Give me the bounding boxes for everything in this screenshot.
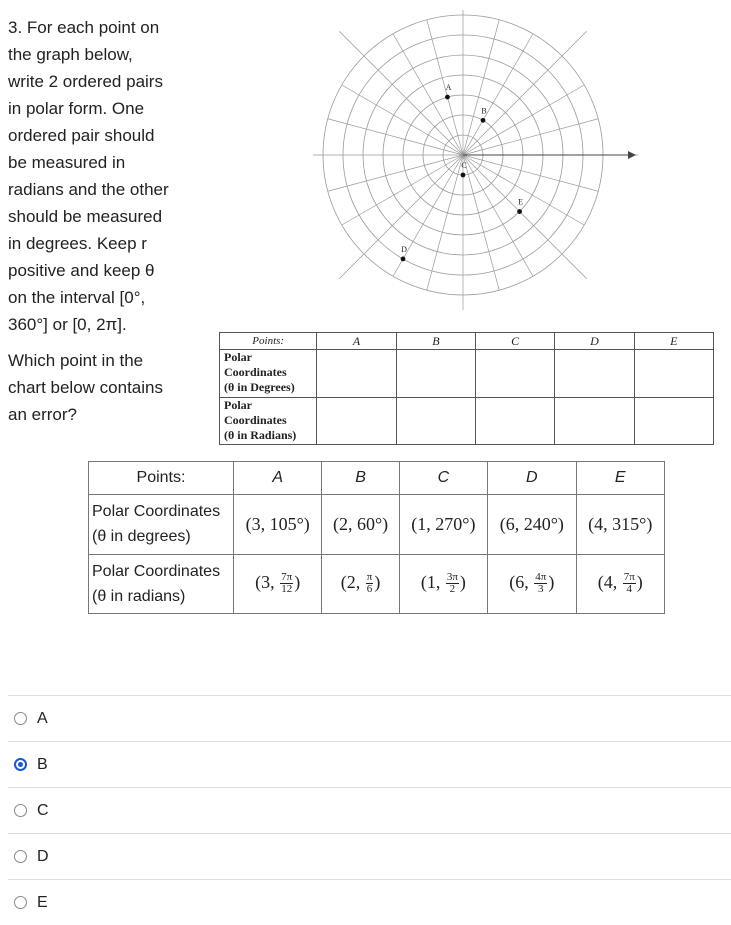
option-c[interactable] [8, 787, 731, 833]
radio-button[interactable] [14, 712, 27, 725]
fraction: $\frac{7\pi}{4}$ [623, 571, 635, 596]
point-b [481, 118, 486, 123]
degree-value-d: (6, 240°) [488, 495, 576, 555]
fraction: $\frac{\pi}{6}$ [366, 571, 373, 596]
option-a[interactable] [8, 695, 731, 741]
answer-header-d: D [488, 462, 576, 495]
radio-button[interactable] [14, 896, 27, 909]
option-label: A [37, 709, 48, 727]
polar-graph [313, 10, 643, 310]
blank-header-d: D [555, 333, 634, 350]
point-label-b: B [481, 106, 487, 116]
question-prompt: 3. For each point on the graph below, write 2 ordered pairs in polar form. One ordered pair should be measured in radians and the other should be measured in degrees. Keep r positive and keep θ on the interval [0°, 360°] or [0, 2π]. [8, 18, 169, 334]
degree-value-a: (3, 105°) [234, 495, 322, 555]
blank-cell [555, 397, 634, 445]
grid-ray [328, 155, 463, 191]
answer-header-a: A [234, 462, 322, 495]
point-label-a: A [445, 83, 452, 93]
grid-ray [463, 34, 533, 155]
question-ask: Which point in the chart below contains an error? [8, 351, 163, 424]
grid-ray [463, 155, 587, 279]
answer-coordinates-table [88, 461, 665, 614]
grid-ray [342, 85, 463, 155]
blank-cell [634, 397, 713, 445]
fraction: $\frac{4\pi}{3}$ [535, 571, 547, 596]
blank-header-a: A [317, 333, 396, 350]
option-e[interactable] [8, 879, 731, 925]
point-label-e: E [518, 197, 524, 207]
answer-row-degrees-label: Polar Coordinates (θ in degrees) [89, 495, 234, 555]
point-label-d: D [401, 244, 407, 254]
grid-ray [463, 31, 587, 155]
grid-ray [463, 155, 499, 290]
grid-ray [463, 20, 499, 155]
degree-value-c: (1, 270°) [399, 495, 487, 555]
fraction: $\frac{3\pi}{2}$ [446, 571, 458, 596]
radian-value-c: (1, $\frac{3\pi}{2}$ ) [399, 554, 487, 614]
question-text [8, 14, 208, 428]
radian-value-b: (2, $\frac{\pi}{6}$ ) [322, 554, 399, 614]
blank-coordinates-table [219, 332, 714, 445]
point-d [401, 257, 406, 262]
point-label-c: C [461, 161, 467, 170]
radio-button[interactable] [14, 804, 27, 817]
option-label: B [37, 755, 48, 773]
answer-header-b: B [322, 462, 399, 495]
blank-cell [396, 350, 475, 398]
point-c [461, 173, 466, 178]
radian-value-a: (3, $\frac{7\pi}{12}$ ) [234, 554, 322, 614]
blank-row-degrees-label: Polar Coordinates (θ in Degrees) [220, 350, 317, 398]
option-label: C [37, 801, 49, 819]
grid-ray [463, 155, 533, 276]
point-e [517, 209, 522, 214]
option-b[interactable] [8, 741, 731, 787]
grid-ray [463, 155, 598, 191]
grid-ray [427, 155, 463, 290]
option-d[interactable] [8, 833, 731, 879]
blank-header-b: B [396, 333, 475, 350]
blank-header-c: C [476, 333, 555, 350]
answer-header-c: C [399, 462, 487, 495]
grid-ray [393, 34, 463, 155]
blank-cell [396, 397, 475, 445]
radian-value-d: (6, $\frac{4\pi}{3}$ ) [488, 554, 576, 614]
answer-options [8, 695, 731, 925]
blank-cell [317, 397, 396, 445]
polar-axis-arrow-icon [628, 151, 636, 159]
blank-cell [555, 350, 634, 398]
grid-ray [342, 155, 463, 225]
option-label: E [37, 893, 48, 911]
blank-cell [476, 350, 555, 398]
degree-value-e: (4, 315°) [576, 495, 664, 555]
answer-header-e: E [576, 462, 664, 495]
grid-ray [328, 119, 463, 155]
grid-ray [463, 155, 584, 225]
blank-cell [317, 350, 396, 398]
radio-button[interactable] [14, 758, 27, 771]
radio-button[interactable] [14, 850, 27, 863]
blank-row-radians-label: Polar Coordinates (θ in Radians) [220, 397, 317, 445]
fraction: $\frac{7\pi}{12}$ [281, 571, 293, 596]
blank-header-e: E [634, 333, 713, 350]
blank-cell [634, 350, 713, 398]
grid-ray [463, 119, 598, 155]
answer-row-radians-label: Polar Coordinates (θ in radians) [89, 554, 234, 614]
option-label: D [37, 847, 49, 865]
blank-header-points: Points: [220, 333, 317, 350]
blank-cell [476, 397, 555, 445]
point-a [445, 95, 450, 100]
grid-ray [339, 31, 463, 155]
degree-value-b: (2, 60°) [322, 495, 399, 555]
answer-header-points: Points: [89, 462, 234, 495]
radian-value-e: (4, $\frac{7\pi}{4}$ ) [576, 554, 664, 614]
